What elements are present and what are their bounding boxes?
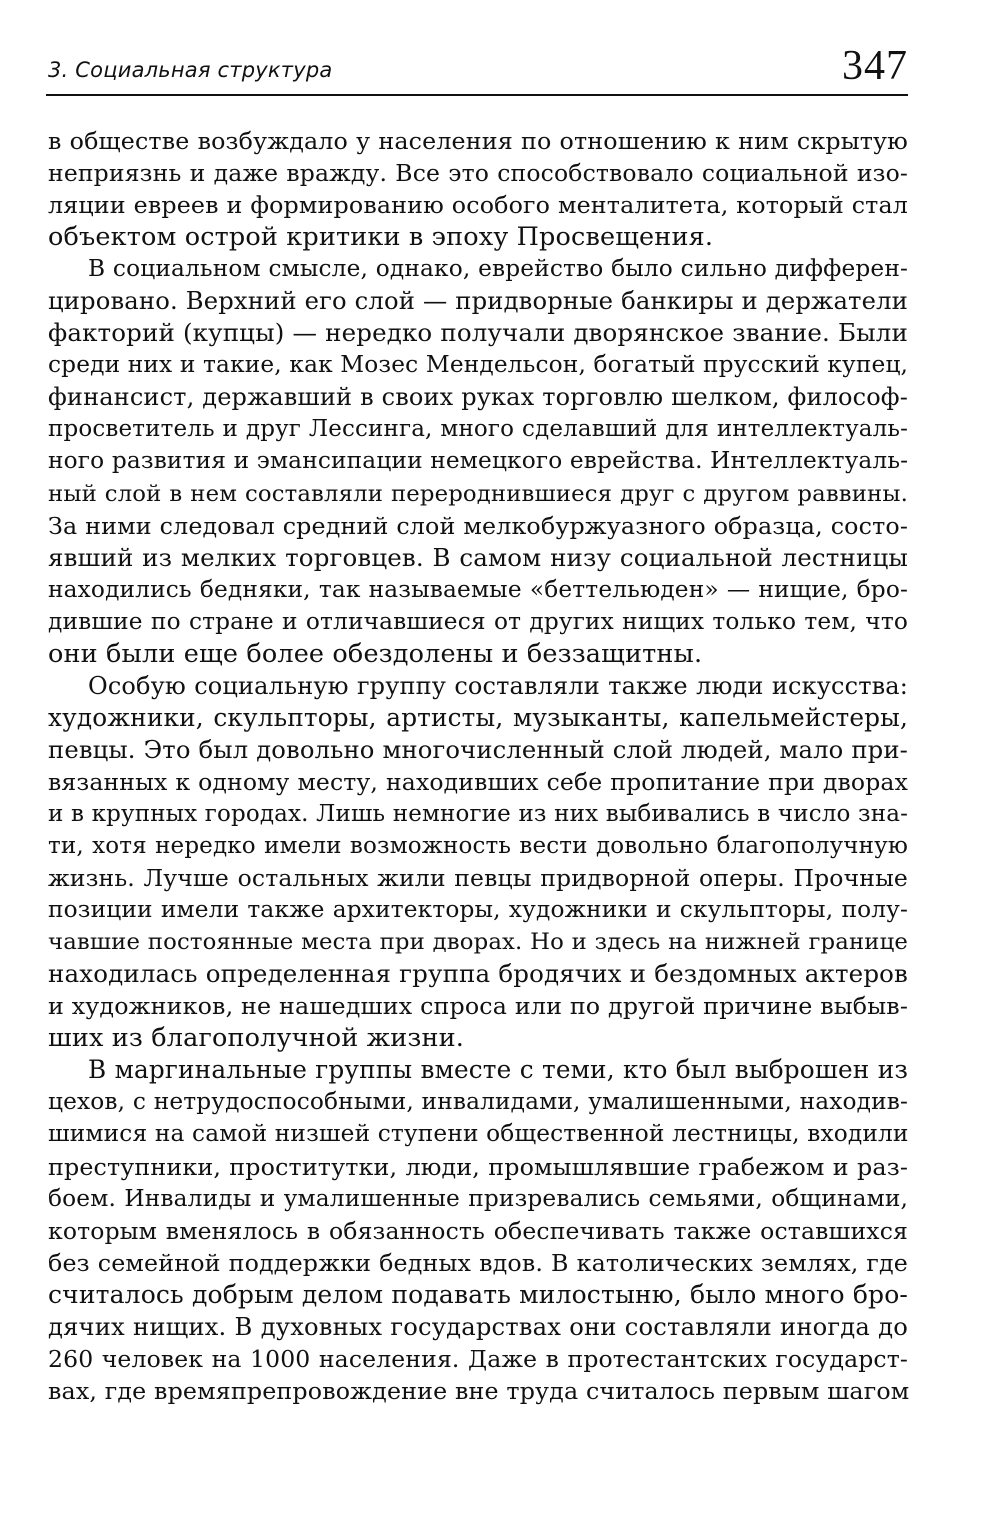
text-line: факторий (купцы) — нередко получали дворянское звание. Были [48,318,908,348]
text-line: вах, где времяпрепровождение вне труда считалось первым шагом [48,1376,910,1405]
text-line: просветитель и друг Лессинга, много сделавший для интеллектуаль- [48,416,908,443]
text-line: боем. Инвалиды и умалишенные призревались семьями, общинами, [48,1184,908,1212]
text-line: неприязнь и даже вражду. Все это способствовало социальной изо- [48,159,908,188]
text-line: шимися на самой низшей ступени общественной лестницы, входили [48,1120,909,1148]
text-line: считалось добрым делом подавать милостыню, было много бро- [48,1279,908,1309]
text-line: ти, хотя нередко имели возможность вести довольно благополучную [48,833,908,860]
text-line: певцы. Это был довольно многочисленный слой людей, мало при- [48,734,908,764]
text-line: ного развития и эмансипации немецкого еврейства. Интеллектуаль- [48,447,909,475]
text-line: финансист, державший в своих руках торговлю шелком, философ- [48,383,908,412]
text-line: дившие по стране и отличавшиеся от других нищих только тем, что [48,607,908,635]
text-line: В маргинальные группы вместе с теми, кто был выброшен из [88,1055,908,1085]
text-line: Особую социальную группу составляли также люди искусства: [88,671,908,700]
text-line: позиции имели также архитекторы, художники и скульпторы, полу- [48,896,908,924]
text-line: объектом острой критики в эпоху Просвещения. [48,222,714,253]
text-line: чавшие постоянные места при дворах. Но и здесь на нижней границе [48,929,908,956]
text-line: вязанных к одному месту, находивших себе пропитание при дворах [48,767,908,796]
text-line: и художников, не нашедших спроса или по другой причине выбыв- [48,992,908,1021]
text-line: 260 человек на 1000 населения. Даже в протестантских государст- [48,1344,908,1373]
page-number: 347 [842,43,908,89]
paragraph [48,1054,908,1407]
body-text [48,125,908,1407]
text-line: цехов, с нетрудоспособными, инвалидами, умалишенными, находив- [48,1088,908,1116]
running-header [46,40,908,96]
running-title: 3. Социальная структура [48,58,333,82]
text-line: они были еще более обездолены и беззащитны. [48,638,703,669]
text-line: художники, скульпторы, артисты, музыканты, капельмейстеры, [48,702,908,732]
text-line: и в крупных городах. Лишь немногие из них выбивались в число зна- [48,800,908,827]
text-line: которым вменялось в обязанность обеспечивать также оставшихся [48,1216,908,1245]
text-line: в обществе возбуждало у населения по отношению к ним скрытую [48,127,908,155]
text-line: явший из мелких торговцев. В самом низу социальной лестницы [48,542,908,572]
text-line: жизнь. Лучше остальных жили певцы придворной оперы. Прочные [48,864,908,893]
text-line: ших из благополучной жизни. [48,1023,465,1054]
text-line: находилась определенная группа бродячих и бездомных актеров [48,959,908,989]
text-line: ляции евреев и формированию особого менталитета, который стал [48,191,908,220]
text-line: За ними следовал средний слой мелкобуржуазного образца, состо- [48,511,908,540]
paragraph [48,125,908,253]
text-line: дячих нищих. В духовных государствах они составляли иногда до [48,1311,908,1341]
paragraph [48,670,908,1055]
text-line: преступники, проститутки, люди, промышлявшие грабежом и раз- [48,1152,908,1181]
paragraph [48,253,908,670]
text-line: ный слой в нем составляли перероднившиеся друг с другом раввины. [48,480,908,507]
text-line: среди них и такие, как Мозес Мендельсон, богатый прусский купец, [48,351,909,379]
text-line: цировано. Верхний его слой — придворные банкиры и держатели [48,286,908,316]
text-line: без семейной поддержки бедных вдов. В католических землях, где [48,1248,908,1277]
text-line: В социальном смысле, однако, еврейство было сильно дифферен- [88,255,908,283]
text-line: находились бедняки, так называемые «беттельюден» — нищие, бро- [48,575,908,603]
